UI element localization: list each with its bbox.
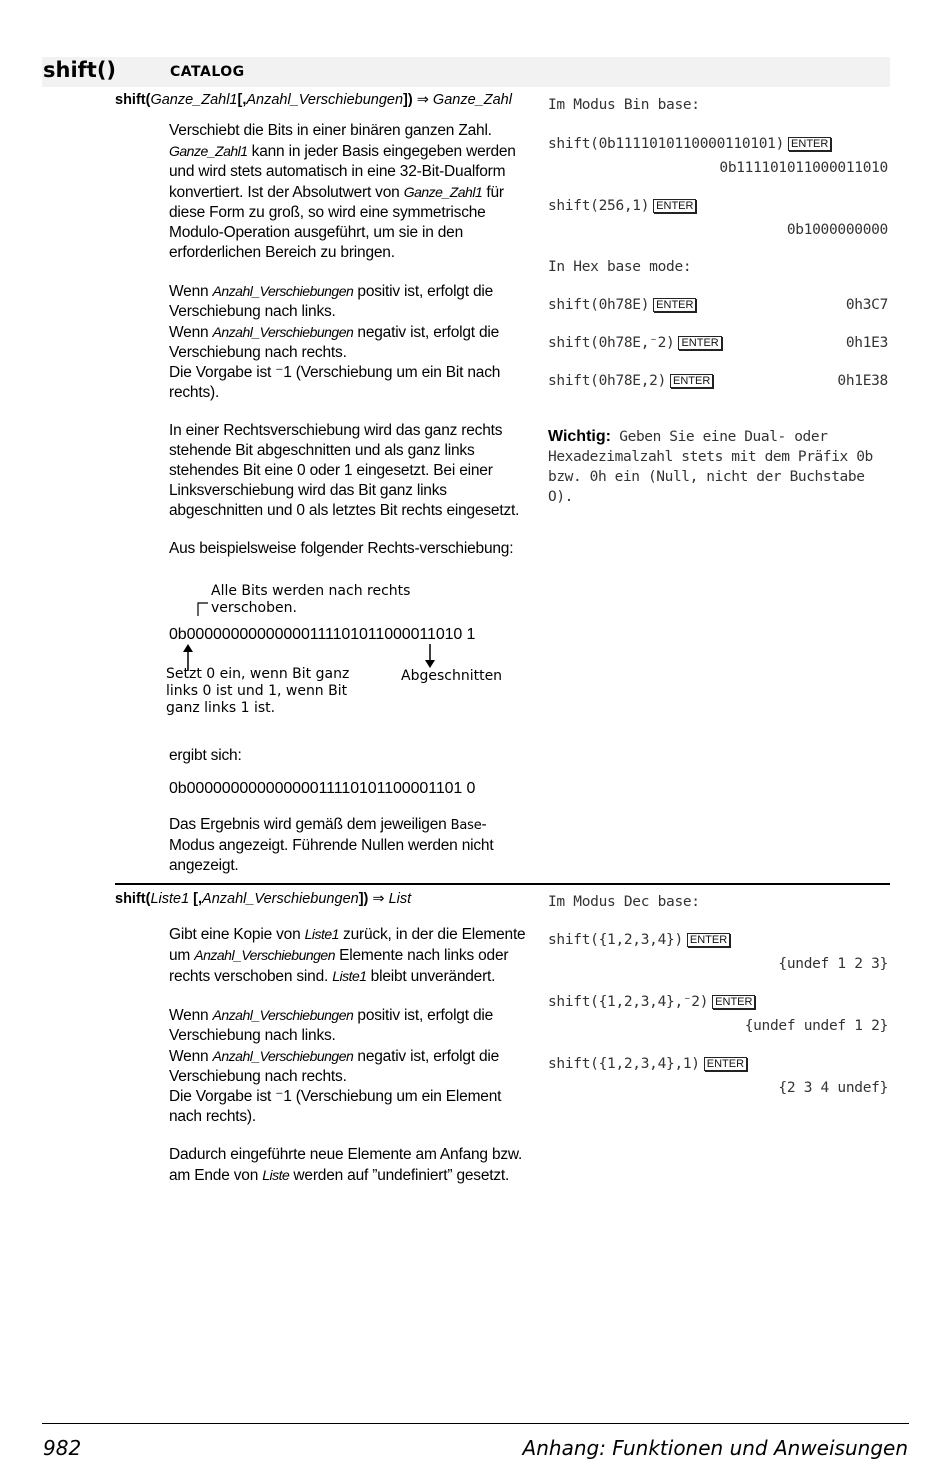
example-input: shift(0b1111010110000110101) ENTER	[548, 136, 888, 152]
example-input: shift(0h78E) ENTER	[548, 297, 888, 313]
diagram-left-label: Setzt 0 ein, wenn Bit ganz links 0 ist und 1, wenn Bit ganz links 1 ist.	[166, 666, 350, 716]
footer-title: Anhang: Funktionen und Anweisungen	[522, 1436, 908, 1460]
example-output: {undef undef 1 2}	[744, 1018, 888, 1034]
catalog-badge: CATALOG	[170, 64, 245, 80]
enter-key-icon: ENTER	[788, 137, 831, 151]
diagram-top-label: Alle Bits werden nach rechts verschoben.	[211, 583, 411, 616]
enter-key-icon: ENTER	[687, 933, 730, 947]
syntax-arg: Liste1	[150, 891, 190, 907]
arrow-symbol: ⇒	[372, 891, 385, 907]
paragraph: Aus beispielsweise folgender Rechts-verschiebung:	[169, 540, 514, 557]
footer-rule	[42, 1423, 909, 1424]
paragraph: Das Ergebnis wird gemäß dem jeweiligen Base-Modus angezeigt. Führende Nullen werden nicht angezeigt.	[169, 816, 494, 874]
example-output: 0h1E3	[845, 335, 888, 351]
paragraph: Wenn Anzahl_Verschiebungen positiv ist, erfolgt die Verschiebung nach links. Wenn Anzahl_Verschiebungen negativ ist, erfolgt die Verschiebung nach rechts. Die Vorgabe ist ⁻1 (Verschiebung um ein Bit nach rechts).	[169, 283, 501, 401]
page-title: shift()	[43, 58, 117, 82]
diagram-right-label: Abgeschnitten	[401, 668, 503, 684]
enter-key-icon: ENTER	[653, 298, 696, 312]
bracket-icon	[190, 596, 220, 618]
syntax-punct: [,	[189, 891, 203, 907]
example-mode-label: Im Modus Bin base:	[548, 97, 700, 113]
note-important: Wichtig: Geben Sie eine Dual- oder Hexadezimalzahl stets mit dem Präfix 0b bzw. 0h ein (Null, nicht der Buchstabe O).	[548, 428, 873, 505]
enter-key-icon: ENTER	[678, 336, 721, 350]
syntax-line-1	[115, 92, 512, 108]
enter-key-icon: ENTER	[670, 374, 713, 388]
syntax-result: Ganze_Zahl	[432, 92, 512, 108]
paragraph: Wenn Anzahl_Verschiebungen positiv ist, erfolgt die Verschiebung nach links. Wenn Anzahl_Verschiebungen negativ ist, erfolgt die Verschiebung nach rechts. Die Vorgabe ist ⁻1 (Verschiebung um ein Element nach rechts).	[169, 1007, 502, 1125]
example-input: shift(0h78E,2) ENTER	[548, 373, 888, 389]
example-mode-label: In Hex base mode:	[548, 259, 692, 275]
page-number: 982	[43, 1436, 82, 1460]
example-input: shift(256,1) ENTER	[548, 198, 888, 214]
example-input: shift({1,2,3,4}) ENTER	[548, 932, 888, 948]
example-input: shift(0h78E,⁻2) ENTER	[548, 335, 888, 351]
bits-before: 0b00000000000000111101011000011010 1	[169, 626, 476, 643]
syntax-arg: Anzahl_Verschiebungen	[202, 891, 359, 907]
enter-key-icon: ENTER	[653, 199, 696, 213]
syntax-result: List	[388, 891, 412, 907]
syntax-fn: shift(	[115, 92, 151, 108]
paragraph: ergibt sich:	[169, 747, 242, 764]
syntax-arg: Anzahl_Verschiebungen	[246, 92, 404, 108]
example-mode-label: Im Modus Dec base:	[548, 894, 700, 910]
section1-description	[169, 121, 529, 572]
syntax-punct: ])	[403, 92, 413, 108]
paragraph: Gibt eine Kopie von Liste1 zurück, in der die Elemente um Anzahl_Verschiebungen Elemente nach links oder rechts verschoben sind. Liste1 bleibt unverändert.	[169, 926, 526, 985]
example-output: 0h3C7	[845, 297, 888, 313]
syntax-punct: [,	[237, 92, 247, 108]
example-output: 0b1000000000	[786, 222, 888, 238]
section2-description	[169, 924, 529, 1199]
enter-key-icon: ENTER	[712, 995, 755, 1009]
syntax-fn: shift(	[115, 891, 151, 907]
syntax-punct: ])	[358, 891, 369, 907]
example-input: shift({1,2,3,4},1) ENTER	[548, 1056, 888, 1072]
syntax-arg: Ganze_Zahl1	[150, 92, 238, 108]
section-divider	[115, 883, 890, 885]
example-output: 0b111101011000011010	[719, 160, 888, 176]
syntax-line-2	[115, 891, 411, 907]
paragraph: Dadurch eingeführte neue Elemente am Anfang bzw. am Ende von Liste werden auf ”undefiniert” gesetzt.	[169, 1146, 523, 1184]
paragraph: In einer Rechtsverschiebung wird das ganz rechts stehende Bit abgeschnitten und als ganz links stehendes Bit eine 0 oder 1 eingesetzt. Bei einer Linksverschiebung wird das Bit ganz links abgeschnitten und 0 als letztes Bit rechts eingesetzt.	[169, 422, 520, 519]
arrow-symbol: ⇒	[416, 92, 429, 108]
arrow-down-icon	[422, 644, 438, 670]
example-output: {2 3 4 undef}	[778, 1080, 888, 1096]
example-input: shift({1,2,3,4},⁻2) ENTER	[548, 994, 888, 1010]
example-output: {undef 1 2 3}	[778, 956, 888, 972]
example-output: 0h1E38	[837, 373, 888, 389]
paragraph: Verschiebt die Bits in einer binären ganzen Zahl. Ganze_Zahl1 kann in jeder Basis eingegeben werden und wird stets automatisch in eine 32-Bit-Dualform konvertiert. Ist der Absolutwert von Ganze_Zahl1 für diese Form zu groß, so wird eine symmetrische Modulo-Operation ausgeführt, um sie in den erforderlichen Bereich zu bringen.	[169, 122, 516, 261]
bits-after: 0b00000000000000011110101100001101 0	[169, 780, 476, 797]
enter-key-icon: ENTER	[704, 1057, 747, 1071]
